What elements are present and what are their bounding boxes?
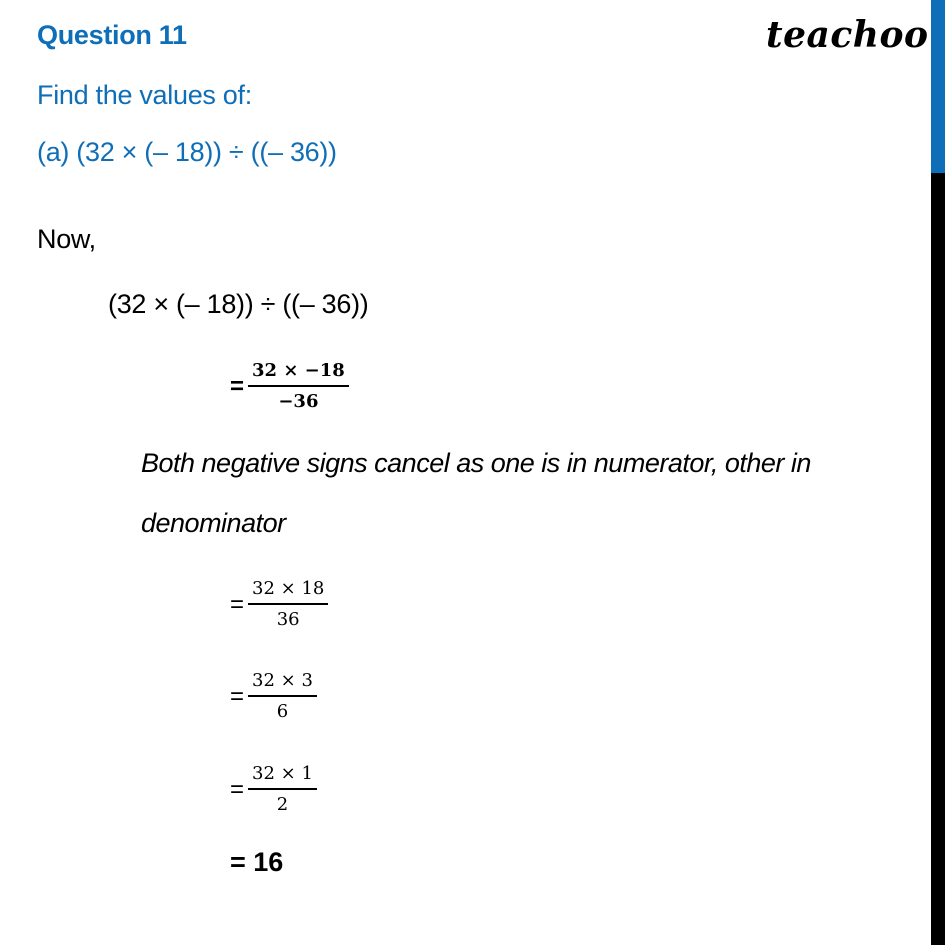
note-line-2: denominator <box>141 508 286 538</box>
teachoo-logo: teachoo <box>766 14 929 56</box>
note-line-1: Both negative signs cancel as one is in numerator, other in <box>141 448 811 478</box>
equals-sign: = <box>230 372 245 400</box>
denominator: 2 <box>248 788 317 814</box>
denominator: 36 <box>248 603 328 629</box>
numerator: 32 × 18 <box>252 578 325 599</box>
solution-intro: Now, <box>37 224 96 254</box>
fraction <box>250 672 315 721</box>
question-title: Question 11 <box>37 20 187 50</box>
denominator: −36 <box>248 385 349 411</box>
sidebar-accent-blue <box>931 0 945 173</box>
equals-sign: = <box>230 590 245 618</box>
numerator: 32 × 1 <box>252 763 313 784</box>
denominator: 6 <box>248 695 317 721</box>
question-prompt: Find the values of: <box>37 80 252 110</box>
step-4 <box>230 765 315 814</box>
numerator: 32 × 3 <box>252 670 313 691</box>
question-part-a: (a) (32 × (– 18)) ÷ ((– 36)) <box>37 137 337 167</box>
step-1 <box>230 362 347 411</box>
equals-sign: = <box>230 775 245 803</box>
fraction <box>250 362 347 411</box>
numerator: 32 × −18 <box>252 360 345 381</box>
step-2 <box>230 580 326 629</box>
fraction <box>250 580 326 629</box>
step-3 <box>230 672 315 721</box>
fraction <box>250 765 315 814</box>
equals-sign: = <box>230 682 245 710</box>
final-answer: = 16 <box>230 847 284 877</box>
sidebar-accent-black <box>931 173 945 945</box>
solution-expression: (32 × (– 18)) ÷ ((– 36)) <box>108 289 369 319</box>
